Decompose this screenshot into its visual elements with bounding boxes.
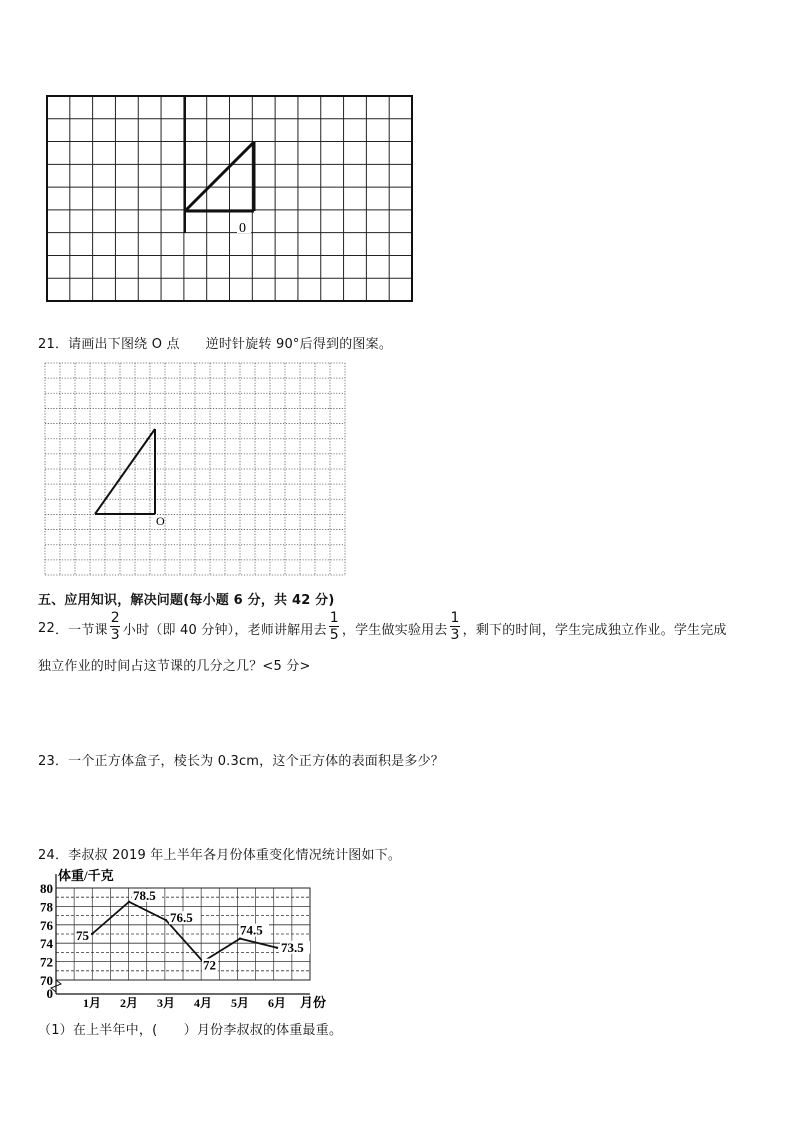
chart-y-tick-label: 72 [40,954,53,970]
chart-x-tick-label: 1月 [82,996,102,1010]
fraction-denominator: 3 [450,626,460,643]
q21-text-part1: 请画出下图绕 O 点 [68,337,180,352]
pivot-label: 0 [239,221,246,236]
fraction-two-thirds [110,611,121,642]
triangle-hypotenuse [185,142,254,211]
q24-text: 李叔叔 2019 年上半年各月份体重变化情况统计图如下。 [68,848,402,863]
chart-x-ticks [83,996,286,1010]
chart-point [239,937,241,939]
chart-y-tick-label: 0 [46,986,53,1001]
q22-text-3: ，学生做实验用去 [341,622,448,638]
chart-y-tick-label: 78 [40,899,53,915]
question-dot: ． [54,754,69,769]
chart-y-tick-label: 70 [40,973,53,988]
question-24 [38,844,401,863]
question-dot: ． [54,337,69,352]
q23-text: 一个正方体盒子，棱长为 0.3cm，这个正方体的表面积是多少？ [68,754,444,769]
weight-line-chart [30,864,340,1014]
question-dot: ． [54,622,69,638]
chart-point [91,933,93,935]
chart-data-label: 72 [203,957,216,973]
chart-y-tick-label: 76 [40,917,53,933]
q22-text-2: 小时（即 40 分钟），老师讲解用去 [122,622,327,638]
fraction-denominator: 5 [329,626,339,643]
fraction-numerator: 1 [329,609,339,626]
question-22-line1 [38,608,727,648]
question-23 [38,750,444,769]
chart-x-tick-label: 3月 [156,996,176,1010]
question-dot: ． [54,848,69,863]
chart-data-label: 75 [76,928,89,943]
question-21 [38,333,392,352]
chart-y-ticks [40,881,54,1001]
question-number: 24 [38,848,55,863]
chart-grid [56,888,310,980]
section-5-heading: 五、应用知识，解决问题(每小题 6 分，共 42 分) [38,593,335,608]
question-number: 22 [38,620,55,636]
question-number: 21 [38,337,55,352]
chart-point [165,919,167,921]
top-grid-lines [47,96,412,301]
question-22-line2: 独立作业的时间占这节课的几分之几？<5 分> [38,659,311,674]
chart-data-label: 74.5 [240,922,263,938]
chart-data-label: 73.5 [281,939,304,955]
top-grid-figure [46,95,414,303]
fraction-denominator: 3 [110,626,120,643]
chart-point [276,947,278,949]
fraction-numerator: 1 [450,609,460,626]
q24-subquestion-1: （1）在上半年中，( ）月份李叔叔的体重最重。 [38,1023,343,1038]
question-number: 23 [38,754,55,769]
chart-x-tick-label: 5月 [230,996,250,1010]
q21-triangle-hypotenuse [95,429,155,514]
chart-data-label: 78.5 [133,887,156,903]
fraction-numerator: 2 [110,609,120,626]
q22-text-1: 一节课 [68,622,108,638]
chart-x-tick-label: 6月 [267,996,287,1010]
chart-x-tick-label: 4月 [193,996,213,1010]
chart-y-tick-label: 74 [40,936,53,952]
chart-x-axis-label: 月份 [300,995,327,1010]
q22-text-4: ，剩下的时间，学生完成独立作业。学生完成 [462,622,727,638]
dotted-grid-figure [44,361,348,579]
chart-point [128,901,130,903]
chart-y-axis-label: 体重/千克 [58,868,114,883]
chart-data-label: 76.5 [170,910,193,926]
fraction-one-fifth [329,611,340,642]
chart-x-tick-label: 2月 [119,996,139,1010]
q21-text-part2: 逆时针旋转 90°后得到的图案。 [205,337,393,352]
fraction-one-third [450,611,461,642]
q21-pivot-label: O [156,514,165,528]
chart-y-tick-label: 80 [40,881,53,896]
dotted-grid-lines [45,363,345,575]
